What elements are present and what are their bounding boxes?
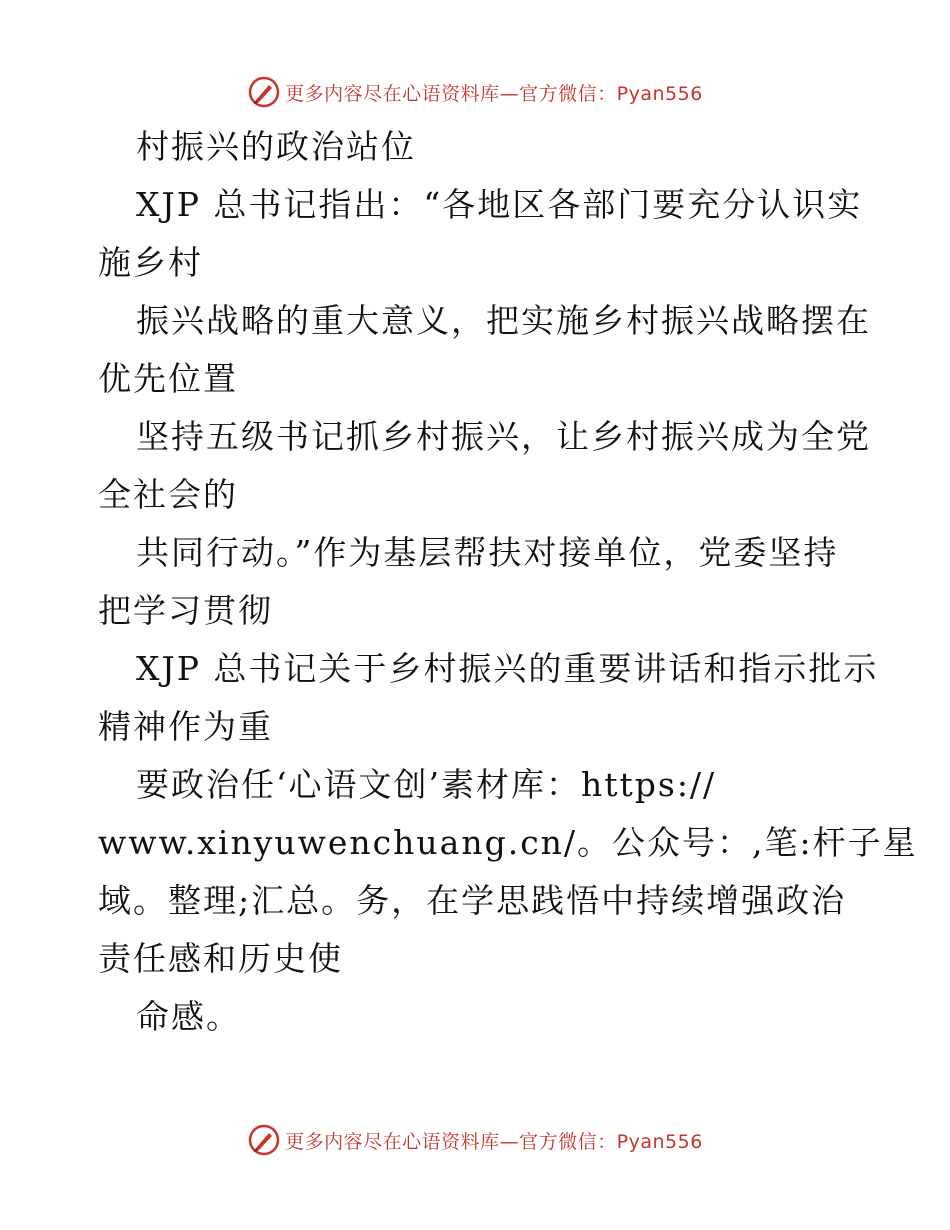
body-line: www.xinyuwenchuang.cn/。公众号：,笔:杆子星 xyxy=(98,823,918,862)
body-line: 优先位置 xyxy=(98,359,238,398)
body-line: 施乡村 xyxy=(98,243,203,282)
footer-banner-text: 更多内容尽在心语资料库—官方微信：Pyan556 xyxy=(285,1130,703,1153)
pen-logo-icon xyxy=(247,1123,281,1157)
body-line: 把学习贯彻 xyxy=(98,591,273,630)
footer-banner xyxy=(0,1120,950,1160)
body-line: 全社会的 xyxy=(98,475,238,514)
body-line: 责任感和历史使 xyxy=(98,939,343,978)
body-line: 坚持五级书记抓乡村振兴，让乡村振兴成为全党 xyxy=(136,417,871,456)
body-line: 精神作为重 xyxy=(98,707,273,746)
body-line: 共同行动。”作为基层帮扶对接单位，党委坚持 xyxy=(136,533,839,572)
document-body xyxy=(98,118,918,1046)
body-line: 要政治任‘心语文创’素材库：https:// xyxy=(136,765,717,804)
body-line: 振兴战略的重大意义，把实施乡村振兴战略摆在 xyxy=(136,301,871,340)
body-line: 域。整理;汇总。务，在学思践悟中持续增强政治 xyxy=(98,881,847,920)
body-line: XJP 总书记指出：“各地区各部门要充分认识实 xyxy=(136,185,863,224)
body-line: 命感。 xyxy=(136,997,241,1036)
header-banner xyxy=(0,72,950,112)
body-line: 村振兴的政治站位 xyxy=(136,127,416,166)
body-line: XJP 总书记关于乡村振兴的重要讲话和指示批示 xyxy=(136,649,879,688)
header-banner-text: 更多内容尽在心语资料库—官方微信：Pyan556 xyxy=(285,82,703,105)
pen-logo-icon xyxy=(247,75,281,109)
